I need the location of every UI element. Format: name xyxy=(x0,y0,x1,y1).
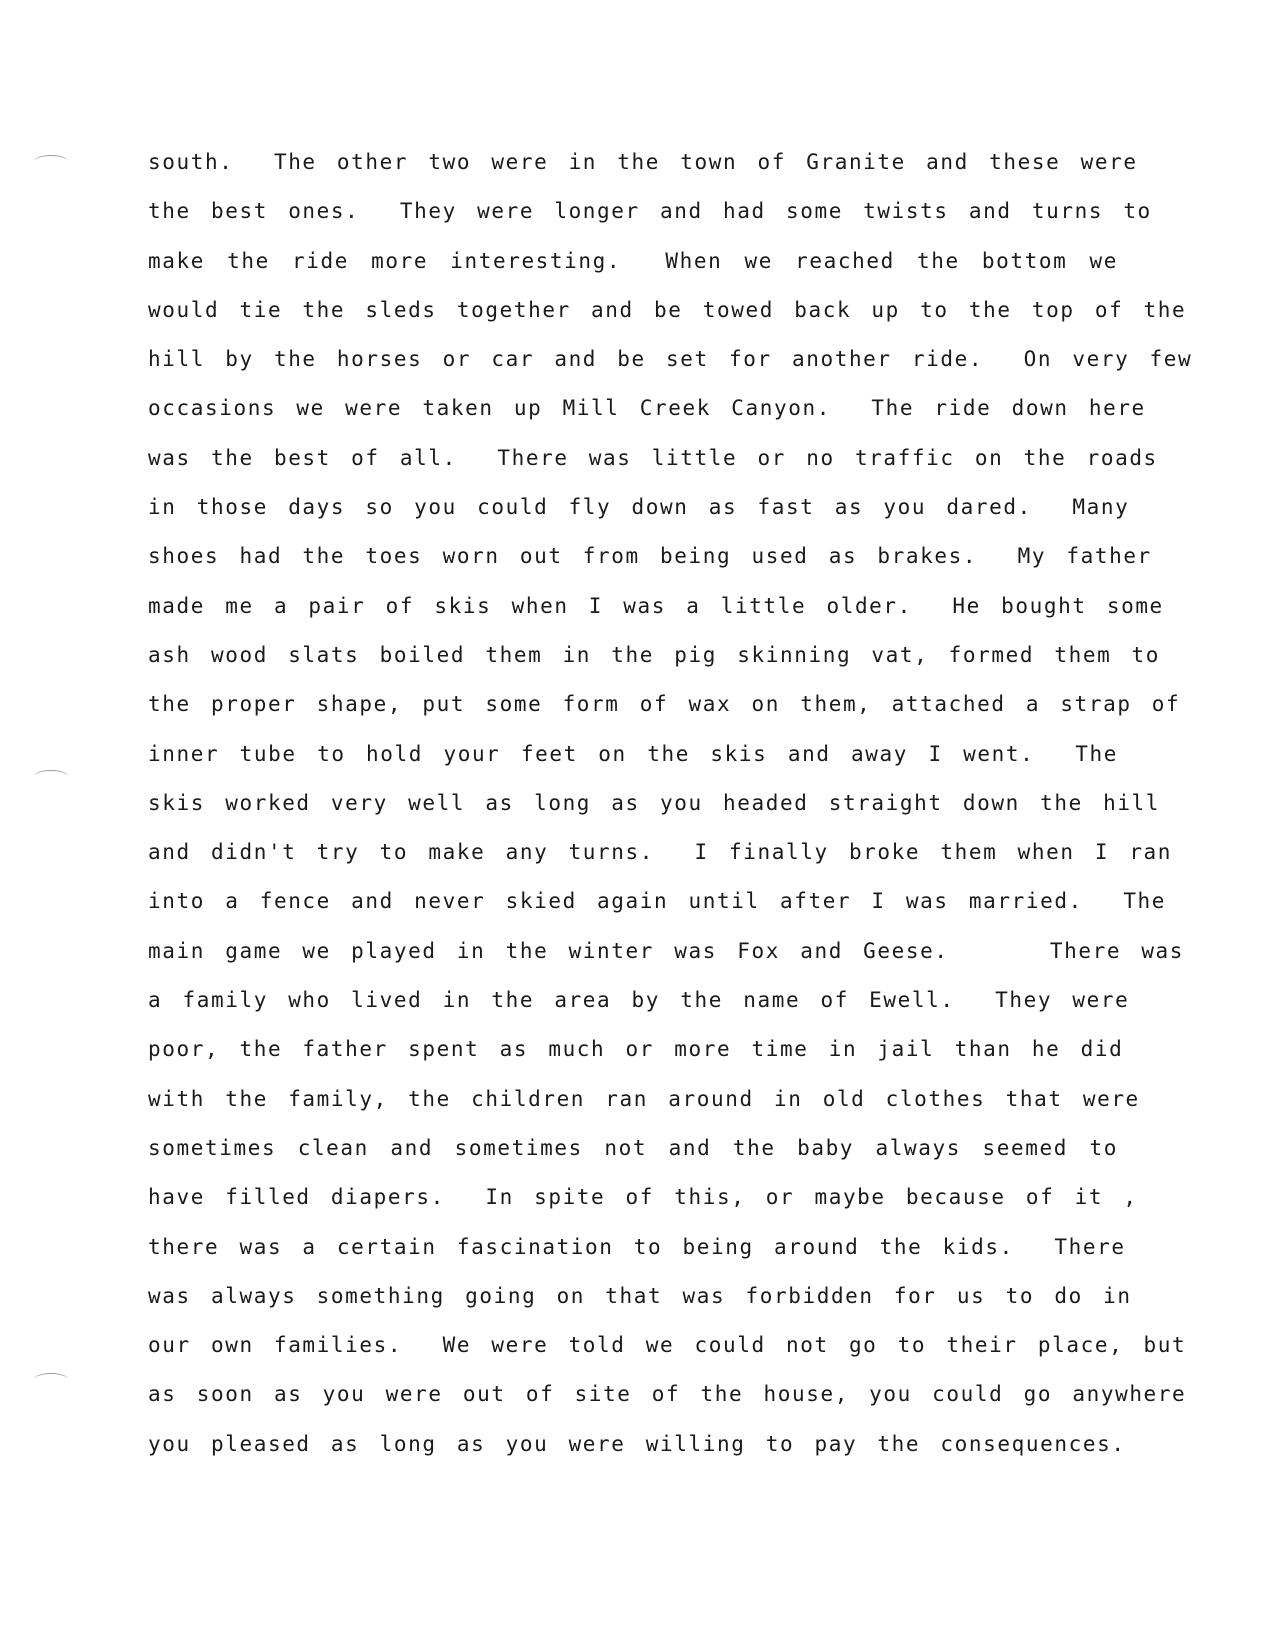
text-line: inner tube to hold your feet on the skis and away I went. The xyxy=(148,741,1118,766)
text-line: sometimes clean and sometimes not and the baby always seemed to xyxy=(148,1135,1118,1160)
text-line: as soon as you were out of site of the house, you could go anywhere xyxy=(148,1382,1187,1407)
text-line: main game we played in the winter was Fox and Geese. There was xyxy=(148,938,1185,963)
text-line: was always something going on that was forbidden for us to do in xyxy=(148,1283,1132,1308)
text-line: skis worked very well as long as you headed straight down the hill xyxy=(148,790,1161,815)
text-line: and didn't try to make any turns. I finally broke them when I ran xyxy=(148,840,1173,865)
text-line: hill by the horses or car and be set for another ride. On very few xyxy=(148,347,1193,372)
text-line: make the ride more interesting. When we reached the bottom we xyxy=(148,248,1118,273)
text-line: the proper shape, put some form of wax on them, attached a strap of xyxy=(148,692,1181,717)
body-text xyxy=(148,138,1193,1469)
text-line: with the family, the children ran around in old clothes that were xyxy=(148,1086,1140,1111)
text-line: you pleased as long as you were willing to pay the consequences. xyxy=(148,1431,1126,1456)
text-line: a family who lived in the area by the name of Ewell. They were xyxy=(148,988,1130,1013)
text-line: our own families. We were told we could not go to their place, but xyxy=(148,1333,1187,1358)
text-line: was the best of all. There was little or no traffic on the roads xyxy=(148,445,1158,470)
text-line: south. The other two were in the town of Granite and these were xyxy=(148,150,1138,174)
text-line: in those days so you could fly down as fast as you dared. Many xyxy=(148,495,1130,520)
text-line: occasions we were taken up Mill Creek Canyon. The ride down here xyxy=(148,396,1146,421)
text-line: into a fence and never skied again until after I was married. The xyxy=(148,889,1167,914)
text-line: would tie the sleds together and be towed back up to the top of the xyxy=(148,297,1187,322)
text-line: made me a pair of skis when I was a little older. He bought some xyxy=(148,593,1164,618)
text-line: the best ones. They were longer and had some twists and turns to xyxy=(148,199,1152,224)
text-line: shoes had the toes worn out from being used as brakes. My father xyxy=(148,544,1152,569)
text-line: there was a certain fascination to being around the kids. There xyxy=(148,1234,1126,1259)
punch-hole-mark-bottom xyxy=(34,1373,68,1386)
text-line: poor, the father spent as much or more time in jail than he did xyxy=(148,1037,1124,1062)
punch-hole-mark-middle xyxy=(34,770,68,783)
text-line: ash wood slats boiled them in the pig skinning vat, formed them to xyxy=(148,642,1161,667)
text-line: have filled diapers. In spite of this, or maybe because of it , xyxy=(148,1185,1138,1210)
punch-hole-mark-top xyxy=(34,155,68,168)
